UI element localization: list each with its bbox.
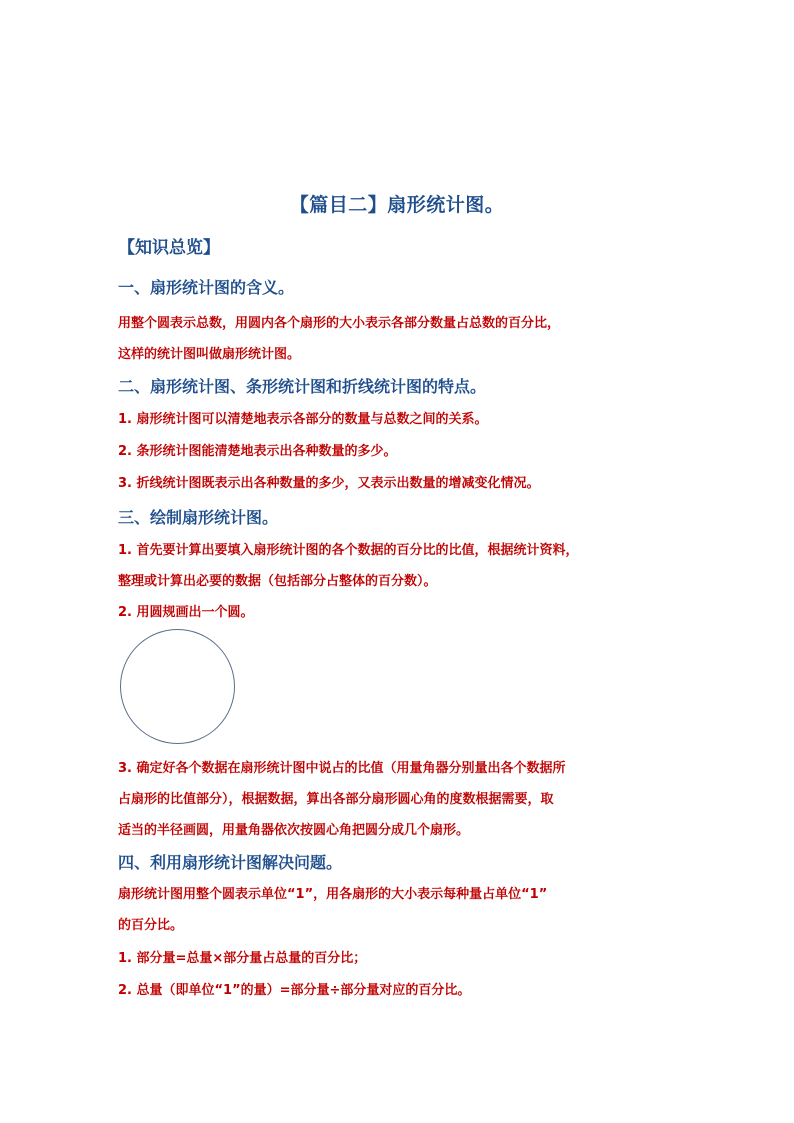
section-3-heading: 三、绘制扇形统计图。 [118,508,279,527]
section-3-line-5: 占扇形的比值部分），根据数据，算出各部分扇形圆心角的度数根据需要，取 [118,792,554,807]
overview-heading: 【知识总览】 [118,238,220,258]
compass-circle-illustration [120,629,235,744]
section-1-line-1: 用整个圆表示总数，用圆内各个扇形的大小表示各部分数量占总数的百分比， [118,316,561,331]
page-title: 【篇目二】扇形统计图。 [289,194,505,216]
section-2-line-1: 1. 扇形统计图可以清楚地表示各部分的数量与总数之间的关系。 [118,412,488,427]
section-3-line-2: 整理或计算出必要的数据（包括部分占整体的百分数）。 [118,574,437,589]
section-1-line-2: 这样的统计图叫做扇形统计图。 [118,347,301,362]
section-4-line-3: 1. 部分量=总量×部分量占总量的百分比； [118,951,367,966]
section-4-line-4: 2. 总量（即单位“1”的量）=部分量÷部分量对应的百分比。 [118,983,471,998]
section-1-heading: 一、扇形统计图的含义。 [118,278,295,297]
section-4-heading: 四、利用扇形统计图解决问题。 [118,853,343,872]
section-4-line-2: 的百分比。 [118,918,184,933]
section-4-line-1: 扇形统计图用整个圆表示单位“1”，用各扇形的大小表示每种量占单位“1” [118,887,548,902]
section-2-line-2: 2. 条形统计图能清楚地表示出各种数量的多少。 [118,444,397,459]
section-3-line-3: 2. 用圆规画出一个圆。 [118,605,254,620]
section-3-line-4: 3. 确定好各个数据在扇形统计图中说占的比值（用量角器分别量出各个数据所 [118,761,566,776]
section-3-line-1: 1. 首先要计算出要填入扇形统计图的各个数据的百分比的比值，根据统计资料， [118,543,579,558]
section-3-line-6: 适当的半径画圆，用量角器依次按圆心角把圆分成几个扇形。 [118,823,470,838]
section-2-line-3: 3. 折线统计图既表示出各种数量的多少，又表示出数量的增减变化情况。 [118,476,540,491]
section-2-heading: 二、扇形统计图、条形统计图和折线统计图的特点。 [118,377,487,396]
